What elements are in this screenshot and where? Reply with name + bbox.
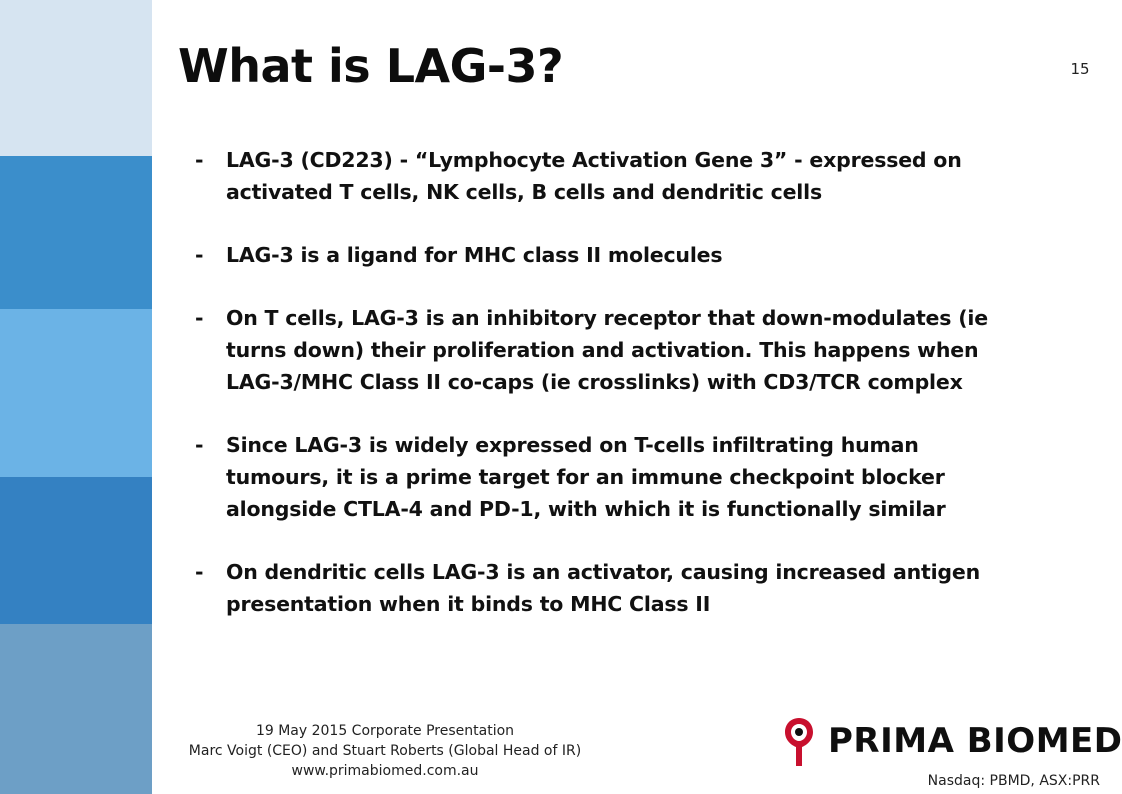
bullet-item <box>195 429 1055 525</box>
slide-title: What is LAG-3? <box>178 39 564 93</box>
bullet-dash: - <box>195 243 204 267</box>
bullet-item <box>195 302 1055 398</box>
bullet-item <box>195 556 1055 620</box>
bullet-line: LAG-3/MHC Class II co-caps (ie crosslinks) with CD3/TCR complex <box>226 370 963 394</box>
bullet-line: tumours, it is a prime target for an immune checkpoint blocker <box>226 465 945 489</box>
bullet-line: activated T cells, NK cells, B cells and dendritic cells <box>226 180 822 204</box>
bullet-line: LAG-3 (CD223) - “Lymphocyte Activation Gene 3” - expressed on <box>226 148 962 172</box>
sidebar-band-3 <box>0 309 152 477</box>
bullet-dash: - <box>195 306 204 330</box>
logo-text: PRIMA BIOMED <box>828 721 1122 761</box>
sidebar-decoration <box>0 0 152 794</box>
sidebar-band-1 <box>0 0 152 156</box>
bullet-line: turns down) their proliferation and activation. This happens when <box>226 338 979 362</box>
sidebar-band-2 <box>0 156 152 309</box>
bullet-line: Since LAG-3 is widely expressed on T-cells infiltrating human <box>226 433 919 457</box>
bullet-line: presentation when it binds to MHC Class II <box>226 592 711 616</box>
bullet-dash: - <box>195 148 204 172</box>
bullet-line: LAG-3 is a ligand for MHC class II molecules <box>226 243 723 267</box>
bullet-item <box>195 239 1055 271</box>
page-number: 15 <box>1070 60 1090 78</box>
footer-event: 19 May 2015 Corporate Presentation <box>255 723 515 739</box>
footer-info <box>160 721 610 781</box>
bullet-list <box>195 144 1055 651</box>
bullet-line: On T cells, LAG-3 is an inhibitory receptor that down-modulates (ie <box>226 306 988 330</box>
bullet-line: alongside CTLA-4 and PD-1, with which it is functionally similar <box>226 497 946 521</box>
footer-website-link[interactable]: www.primabiomed.com.au <box>291 763 479 779</box>
bullet-line: On dendritic cells LAG-3 is an activator, causing increased antigen <box>226 560 980 584</box>
sidebar-band-4 <box>0 477 152 624</box>
bullet-dash: - <box>195 560 204 584</box>
footer-presenters: Marc Voigt (CEO) and Stuart Roberts (Global Head of IR) <box>188 743 582 759</box>
sidebar-band-5 <box>0 624 152 794</box>
bullet-dash: - <box>195 433 204 457</box>
prima-biomed-logo-mark-icon <box>780 714 818 770</box>
bullet-item <box>195 144 1055 208</box>
stock-ticker: Nasdaq: PBMD, ASX:PRR <box>927 773 1100 789</box>
company-logo <box>780 714 1122 770</box>
